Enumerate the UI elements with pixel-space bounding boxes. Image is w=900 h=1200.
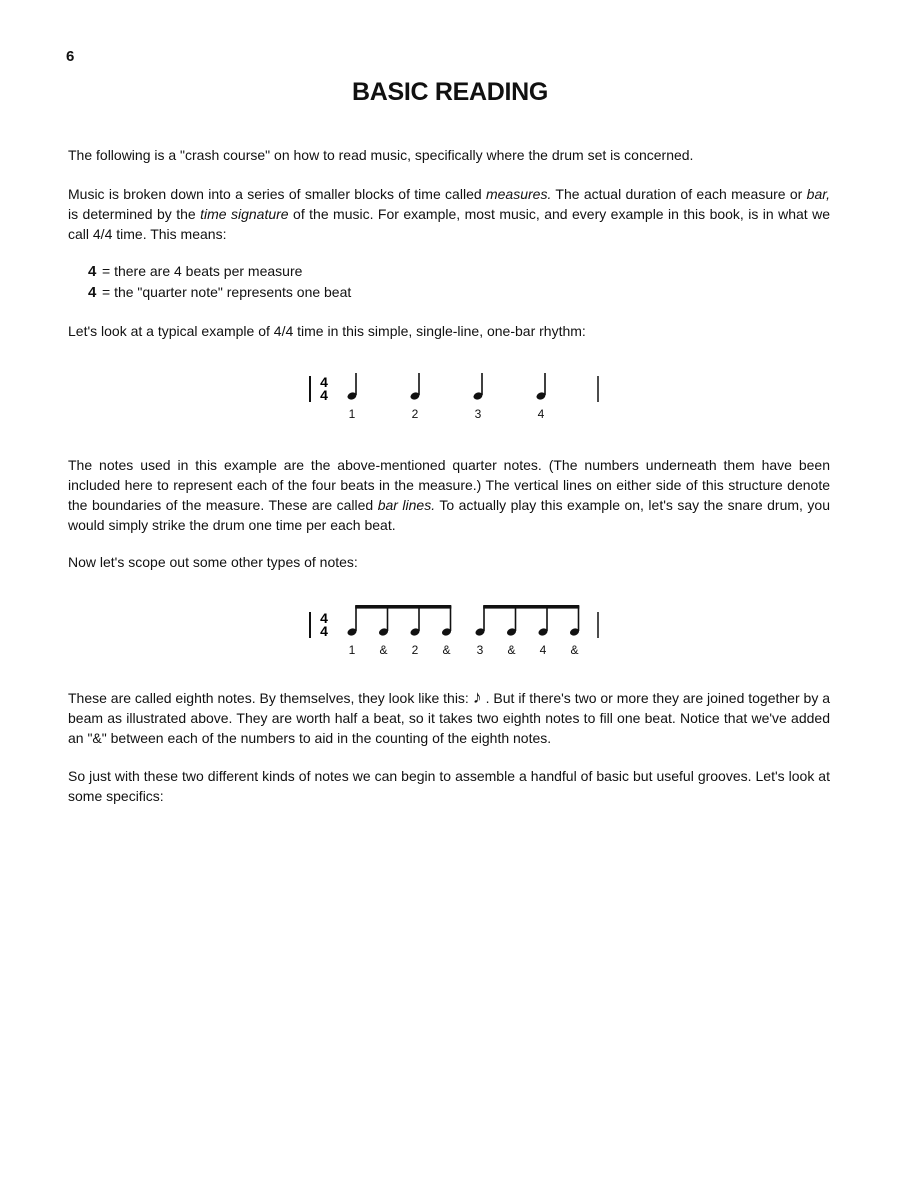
beat-count: 1: [348, 643, 356, 657]
time-signature-bottom: 4: [320, 387, 328, 403]
other-notes-intro-paragraph: Now let's scope out some other types of notes:: [68, 554, 358, 570]
beat-count: 1: [348, 407, 356, 421]
term-time-signature: time signature: [200, 206, 289, 222]
beat-count: 4: [539, 643, 547, 657]
example-intro-paragraph: Let's look at a typical example of 4/4 time in this simple, single-line, one-bar rhythm:: [68, 323, 586, 339]
term-bar-lines: bar lines.: [377, 497, 436, 513]
eighth-notes-paragraph: [68, 688, 830, 748]
closing-paragraph: So just with these two different kinds of notes we can begin to assemble a handful of basic but useful grooves. Let's look at some specifics:: [68, 768, 830, 804]
beat-count: &: [379, 643, 388, 657]
time-signature-bottom: 4: [320, 623, 328, 639]
time-signature-top: 4: [320, 374, 328, 390]
beat-count: 2: [411, 407, 419, 421]
text-run: These are called eighth notes. By themselves, they look like this:: [68, 690, 473, 706]
beat-count: &: [570, 643, 579, 657]
beat-count: &: [442, 643, 451, 657]
beat-count: &: [507, 643, 516, 657]
beat-count: 3: [476, 643, 484, 657]
text-run: The actual duration of each measure or: [551, 186, 807, 202]
term-bar: bar,: [806, 186, 831, 202]
text-run: is determined by the: [68, 206, 201, 222]
term-measures: measures.: [485, 186, 552, 202]
text-run: The notes used in this example are the above-mentioned quarter notes. (The numbers underneath them have been included here to represent each of the four beats in the measure.) The vertical lines on either side of this structure denote the boundaries of the measure. These are called: [68, 457, 830, 513]
text-run: Music is broken down into a series of smaller blocks of time called: [68, 186, 486, 202]
measures-paragraph: [68, 184, 830, 244]
beat-count: 3: [474, 407, 482, 421]
time-signature-explanation: [88, 261, 351, 303]
quarter-note-example: [300, 362, 620, 426]
page-number: 6: [66, 48, 75, 65]
text-run: . But if there's two or more they are joined together by a beam as illustrated above. They are worth half a beat, so it takes two eighth notes to fill one beat. Notice that we've added an "&" between each of the numbers to aid in the counting of the eighth notes.: [68, 690, 830, 746]
eighth-note-example: [300, 598, 620, 662]
beat-count: 2: [411, 643, 419, 657]
eighth-note-beam: [483, 605, 579, 609]
time-signature-top-line: [88, 261, 351, 282]
eighth-notes: [347, 605, 580, 657]
time-signature-top: 4: [320, 610, 328, 626]
text-run: To actually play this example on, let's say the snare drum, you would simply strike the drum one time per each beat.: [68, 497, 830, 533]
quarter-notes-paragraph: [68, 455, 830, 535]
time-signature-top-text: = there are 4 beats per measure: [102, 263, 303, 279]
time-signature-bottom-number: 4: [88, 284, 97, 301]
page-title: BASIC READING: [351, 78, 549, 106]
eighth-note-icon: ♪: [472, 687, 482, 707]
beat-count: 4: [537, 407, 545, 421]
eighth-note-beam: [355, 605, 451, 609]
intro-paragraph: The following is a "crash course" on how to read music, specifically where the drum set is concerned.: [68, 147, 694, 163]
time-signature-bottom-line: [88, 282, 351, 303]
time-signature-top-number: 4: [88, 263, 97, 280]
time-signature-bottom-text: = the "quarter note" represents one beat: [102, 284, 352, 300]
text-run: of the music. For example, most music, and every example in this book, is in what we call 4/4 time. This means:: [68, 206, 831, 242]
quarter-notes: [347, 373, 547, 421]
